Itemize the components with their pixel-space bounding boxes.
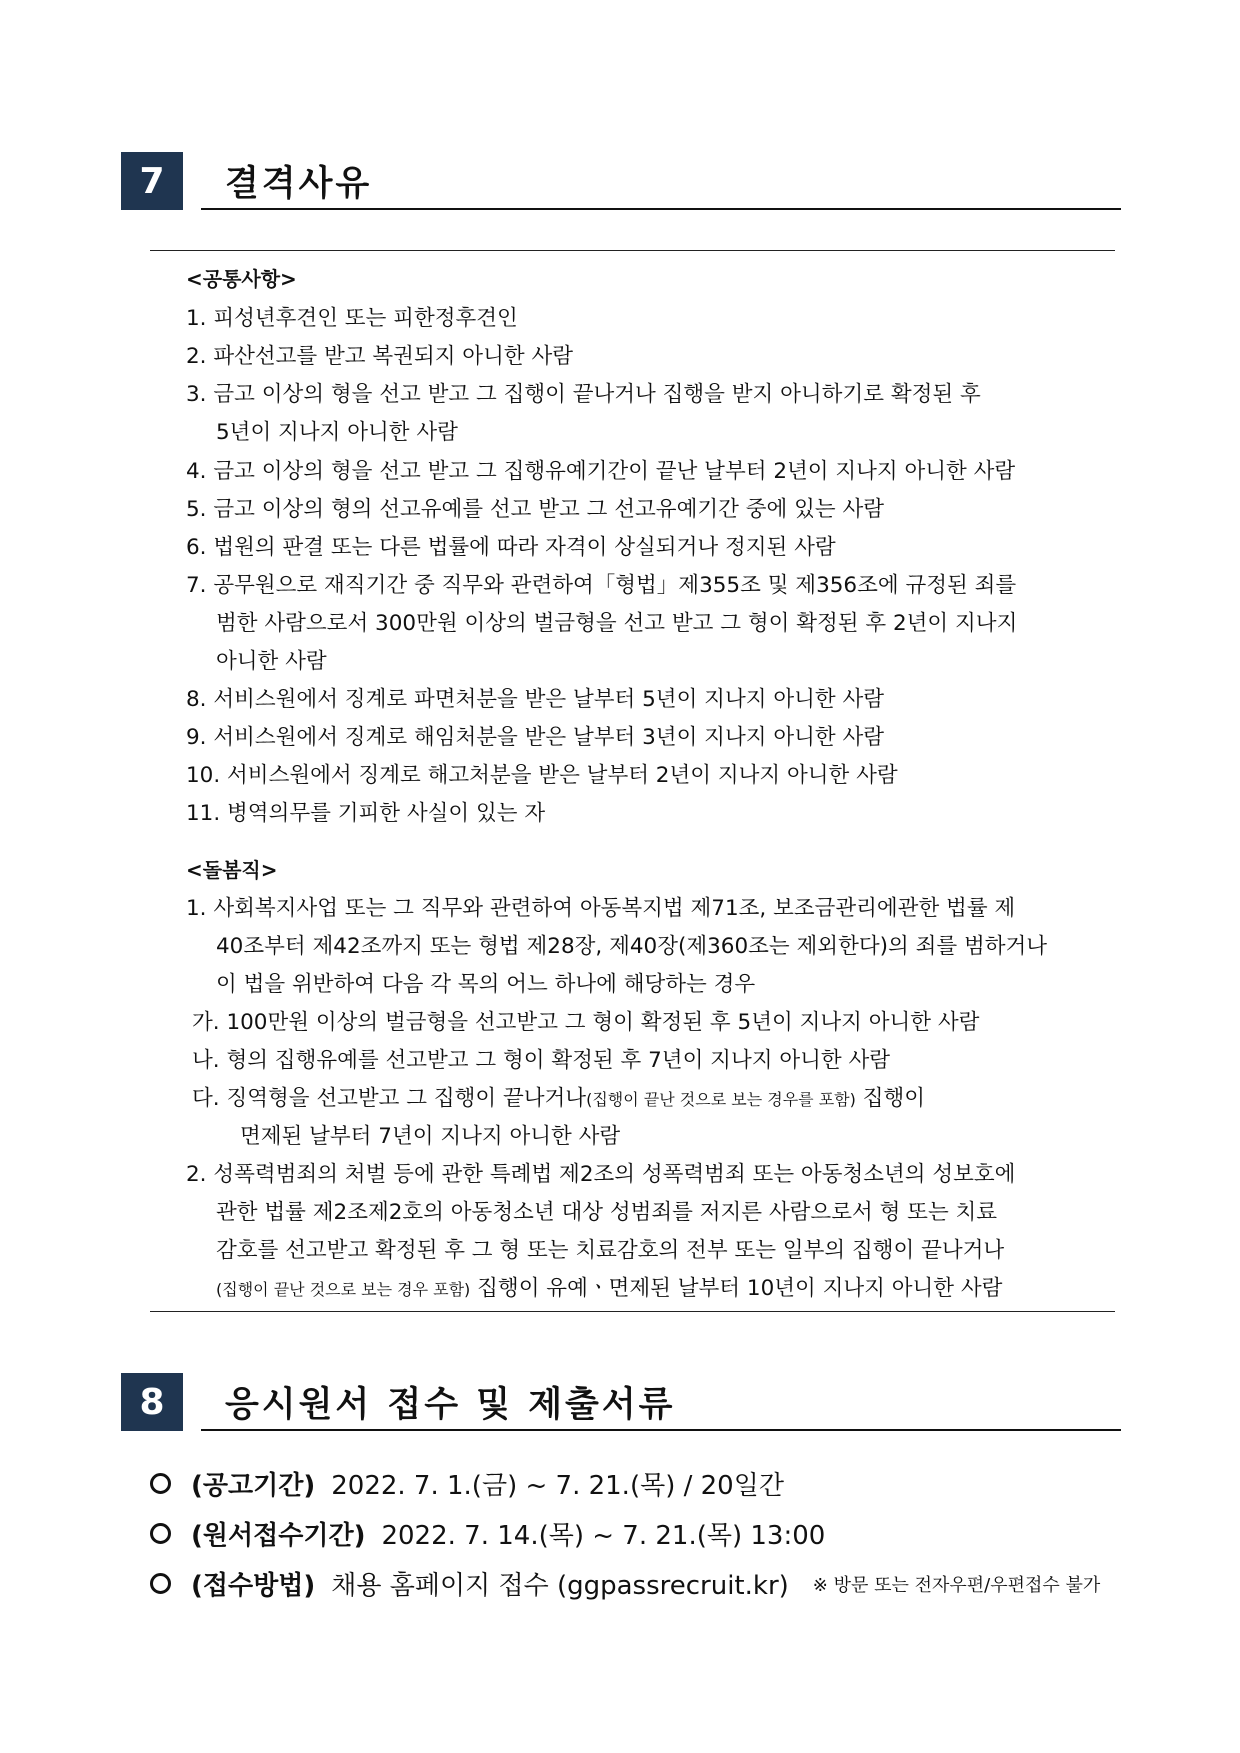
row-value: 2022. 7. 1.(금) ~ 7. 21.(목) / 20일간	[331, 1471, 784, 1501]
list-item-text: 집행이 유예ㆍ면제된 날부터 10년이 지나지 아니한 사람	[477, 1276, 1003, 1301]
section-number: 7	[121, 152, 183, 210]
list-item: 6. 법원의 판결 또는 다른 법률에 따라 자격이 상실되거나 정지된 사람	[186, 535, 836, 560]
row-note: ※ 방문 또는 전자우편/우편접수 불가	[812, 1574, 1101, 1596]
list-item: 7. 공무원으로 재직기간 중 직무와 관련하여「형법」제355조 및 제356조에 규정된 죄를	[186, 573, 1017, 598]
title-underline	[201, 208, 1121, 210]
common-heading: <공통사항>	[186, 267, 297, 291]
sub-item: 가. 100만원 이상의 벌금형을 선고받고 그 형이 확정된 후 5년이 지나지 아니한 사람	[192, 1010, 980, 1035]
section-number: 8	[121, 1373, 183, 1431]
list-item: 1. 사회복지사업 또는 그 직무와 관련하여 아동복지법 제71조, 보조금관리에관한 법률 제	[186, 896, 1016, 921]
sub-item-text: 집행이	[862, 1086, 926, 1111]
section-title: 응시원서 접수 및 제출서류	[225, 1385, 676, 1425]
care-heading: <돌봄직>	[186, 858, 278, 882]
disqualification-box	[150, 250, 1115, 1312]
list-item: 4. 금고 이상의 형을 선고 받고 그 집행유예기간이 끝난 날부터 2년이 지나지 아니한 사람	[186, 459, 1016, 484]
list-item: 11. 병역의무를 기피한 사실이 있는 자	[186, 801, 546, 826]
list-item-continuation: 아니한 사람	[216, 649, 327, 674]
circle-bullet-icon	[150, 1473, 171, 1494]
info-row	[150, 1565, 1100, 1602]
list-item-continuation: 이 법을 위반하여 다음 각 목의 어느 하나에 해당하는 경우	[216, 972, 756, 997]
row-value: 2022. 7. 14.(목) ~ 7. 21.(목) 13:00	[381, 1521, 826, 1551]
row-value: 채용 홈페이지 접수 (ggpassrecruit.kr)	[331, 1571, 789, 1601]
sub-item-text: 다. 징역형을 선고받고 그 집행이 끝나거나	[192, 1086, 587, 1111]
list-item: 1. 피성년후견인 또는 피한정후견인	[186, 306, 518, 331]
list-item: 3. 금고 이상의 형을 선고 받고 그 집행이 끝나거나 집행을 받지 아니하기로 확정된 후	[186, 382, 981, 407]
section-7-header	[121, 152, 1121, 210]
list-item-continuation: 관한 법률 제2조제2호의 아동청소년 대상 성범죄를 저지른 사람으로서 형 또는 치료	[216, 1200, 998, 1225]
sub-item	[192, 1081, 925, 1112]
list-item-continuation: 40조부터 제42조까지 또는 형법 제28장, 제40장(제360조는 제외한다)의 죄를 범하거나	[216, 934, 1048, 959]
row-label: (공고기간)	[191, 1471, 316, 1501]
list-item: 2. 파산선고를 받고 복권되지 아니한 사람	[186, 344, 573, 369]
row-label: (원서접수기간)	[191, 1521, 366, 1551]
list-item: 10. 서비스원에서 징계로 해고처분을 받은 날부터 2년이 지나지 아니한 사람	[186, 763, 898, 788]
circle-bullet-icon	[150, 1523, 171, 1544]
list-item: 2. 성폭력범죄의 처벌 등에 관한 특례법 제2조의 성폭력범죄 또는 아동청소년의 성보호에	[186, 1162, 1016, 1187]
title-underline	[201, 1429, 1121, 1431]
sub-item: 나. 형의 집행유예를 선고받고 그 형이 확정된 후 7년이 지나지 아니한 사람	[192, 1048, 890, 1073]
list-item: 8. 서비스원에서 징계로 파면처분을 받은 날부터 5년이 지나지 아니한 사람	[186, 687, 885, 712]
list-item: 9. 서비스원에서 징계로 해임처분을 받은 날부터 3년이 지나지 아니한 사람	[186, 725, 885, 750]
info-row	[150, 1465, 784, 1502]
row-label: (접수방법)	[191, 1571, 316, 1601]
circle-bullet-icon	[150, 1573, 171, 1594]
list-item: 5. 금고 이상의 형의 선고유예를 선고 받고 그 선고유예기간 중에 있는 사람	[186, 497, 884, 522]
note-text: (집행이 끝난 것으로 보는 경우 포함)	[216, 1280, 471, 1299]
info-row	[150, 1515, 825, 1552]
sub-item-continuation: 면제된 날부터 7년이 지나지 아니한 사람	[240, 1124, 621, 1149]
sub-item-note: (집행이 끝난 것으로 보는 경우를 포함)	[586, 1090, 856, 1109]
list-item-continuation: 범한 사람으로서 300만원 이상의 벌금형을 선고 받고 그 형이 확정된 후 2년이 지나지	[216, 611, 1018, 636]
section-title: 결격사유	[225, 164, 373, 204]
list-item-continuation: 5년이 지나지 아니한 사람	[216, 420, 458, 445]
list-item-continuation: 감호를 선고받고 확정된 후 그 형 또는 치료감호의 전부 또는 일부의 집행이 끝나거나	[216, 1238, 1005, 1263]
list-item-continuation	[216, 1271, 1002, 1302]
section-8-header	[121, 1373, 1121, 1431]
